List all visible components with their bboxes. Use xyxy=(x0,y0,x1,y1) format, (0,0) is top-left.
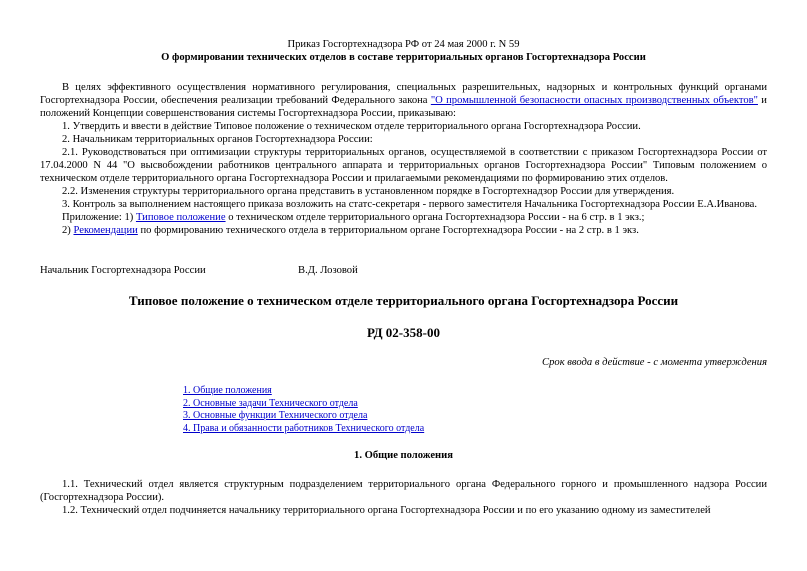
intro-text-a: В целях эффективного осуществления нормативного регулирования, специальных разрешительных, надзорных и контрольных функций органами Госгортехнадзора России, обеспечения реализации требований Федерального закона xyxy=(40,82,767,106)
order-subject: О формировании технических отделов в составе территориальных органов Госгортехнадзора России xyxy=(161,52,646,63)
regulation-code: РД 02-358-00 xyxy=(367,325,440,340)
appendix-1 xyxy=(40,211,767,224)
intro-paragraph xyxy=(40,81,767,120)
item-2-1: 2.1. Руководствоваться при оптимизации структуры территориальных органов, осуществляемой в соответствии с приказом Госгортехнадзора России от 17.04.2000 N 44 "О высвобождении работников центрального аппарата и территориальных органов Госгортехнадзора России" Типовым положением о техническом отделе территориального органа Госгортехнадзора России и прилагаемыми рекомендациями по формированию этих отделов. xyxy=(40,147,767,184)
item-1: 1. Утвердить и ввести в действие Типовое положение о техническом отделе территориального органа Госгортехнадзора России. xyxy=(62,121,641,132)
order-title: Приказ Госгортехнадзора РФ от 24 мая 2000 г. N 59 xyxy=(287,39,520,50)
federal-law-link[interactable]: "О промышленной безопасности опасных производственных объектов" xyxy=(430,95,758,106)
toc-link-2[interactable]: 2. Основные задачи Технического отдела xyxy=(183,397,358,409)
document-page xyxy=(40,0,767,517)
appendix-text-1: о техническом отделе территориального органа Госгортехнадзора России - на 6 стр. в 1 экз.; xyxy=(225,212,645,223)
item-3: 3. Контроль за выполнением настоящего приказа возложить на статс-секретаря - первого заместителя Начальника Госгортехнадзора России Е.А.Иванова. xyxy=(62,199,758,210)
table-of-contents xyxy=(183,385,767,435)
appendix-num-2: 2) xyxy=(62,225,74,236)
item-2: 2. Начальникам территориальных органов Госгортехнадзора России: xyxy=(62,134,373,145)
effective-date: Срок ввода в действие - с момента утверждения xyxy=(542,357,767,368)
appendix-2 xyxy=(40,224,767,237)
appendix-label: Приложение: 1) xyxy=(62,212,136,223)
intro-text-b: и положений Концепции совершенствования системы Госгортехнадзора России, приказываю: xyxy=(40,95,767,119)
toc-link-4[interactable]: 4. Права и обязанности работников Технического отдела xyxy=(183,422,425,434)
section-1-title: 1. Общие положения xyxy=(354,450,453,461)
toc-link-3[interactable]: 3. Основные функции Технического отдела xyxy=(183,410,368,421)
toc-link-1[interactable]: 1. Общие положения xyxy=(183,385,272,396)
item-1-2: 1.2. Технический отдел подчиняется начальнику территориального органа Госгортехнадзора России и по его указанию одному из заместителей xyxy=(62,505,711,516)
regulation-title: Типовое положение о техническом отделе территориального органа Госгортехнадзора России xyxy=(128,293,679,308)
typical-regulation-link[interactable]: Типовое положение xyxy=(135,212,226,223)
recommendations-link[interactable]: Рекомендации xyxy=(73,225,138,236)
appendix-text-2: по формированию технического отдела в территориальном органе Госгортехнадзора России - на 2 стр. в 1 экз. xyxy=(137,225,639,236)
signature-position: Начальник Госгортехнадзора России xyxy=(40,265,206,276)
signature-name: В.Д. Лозовой xyxy=(298,265,358,276)
item-2-2: 2.2. Изменения структуры территориального органа представить в установленном порядке в Госгортехнадзор России для утверждения. xyxy=(62,186,675,197)
signature-block xyxy=(40,264,767,277)
item-1-1: 1.1. Технический отдел является структурным подразделением территориального органа Федерального горного и промышленного надзора России (Госгортехнадзора России). xyxy=(40,479,767,503)
